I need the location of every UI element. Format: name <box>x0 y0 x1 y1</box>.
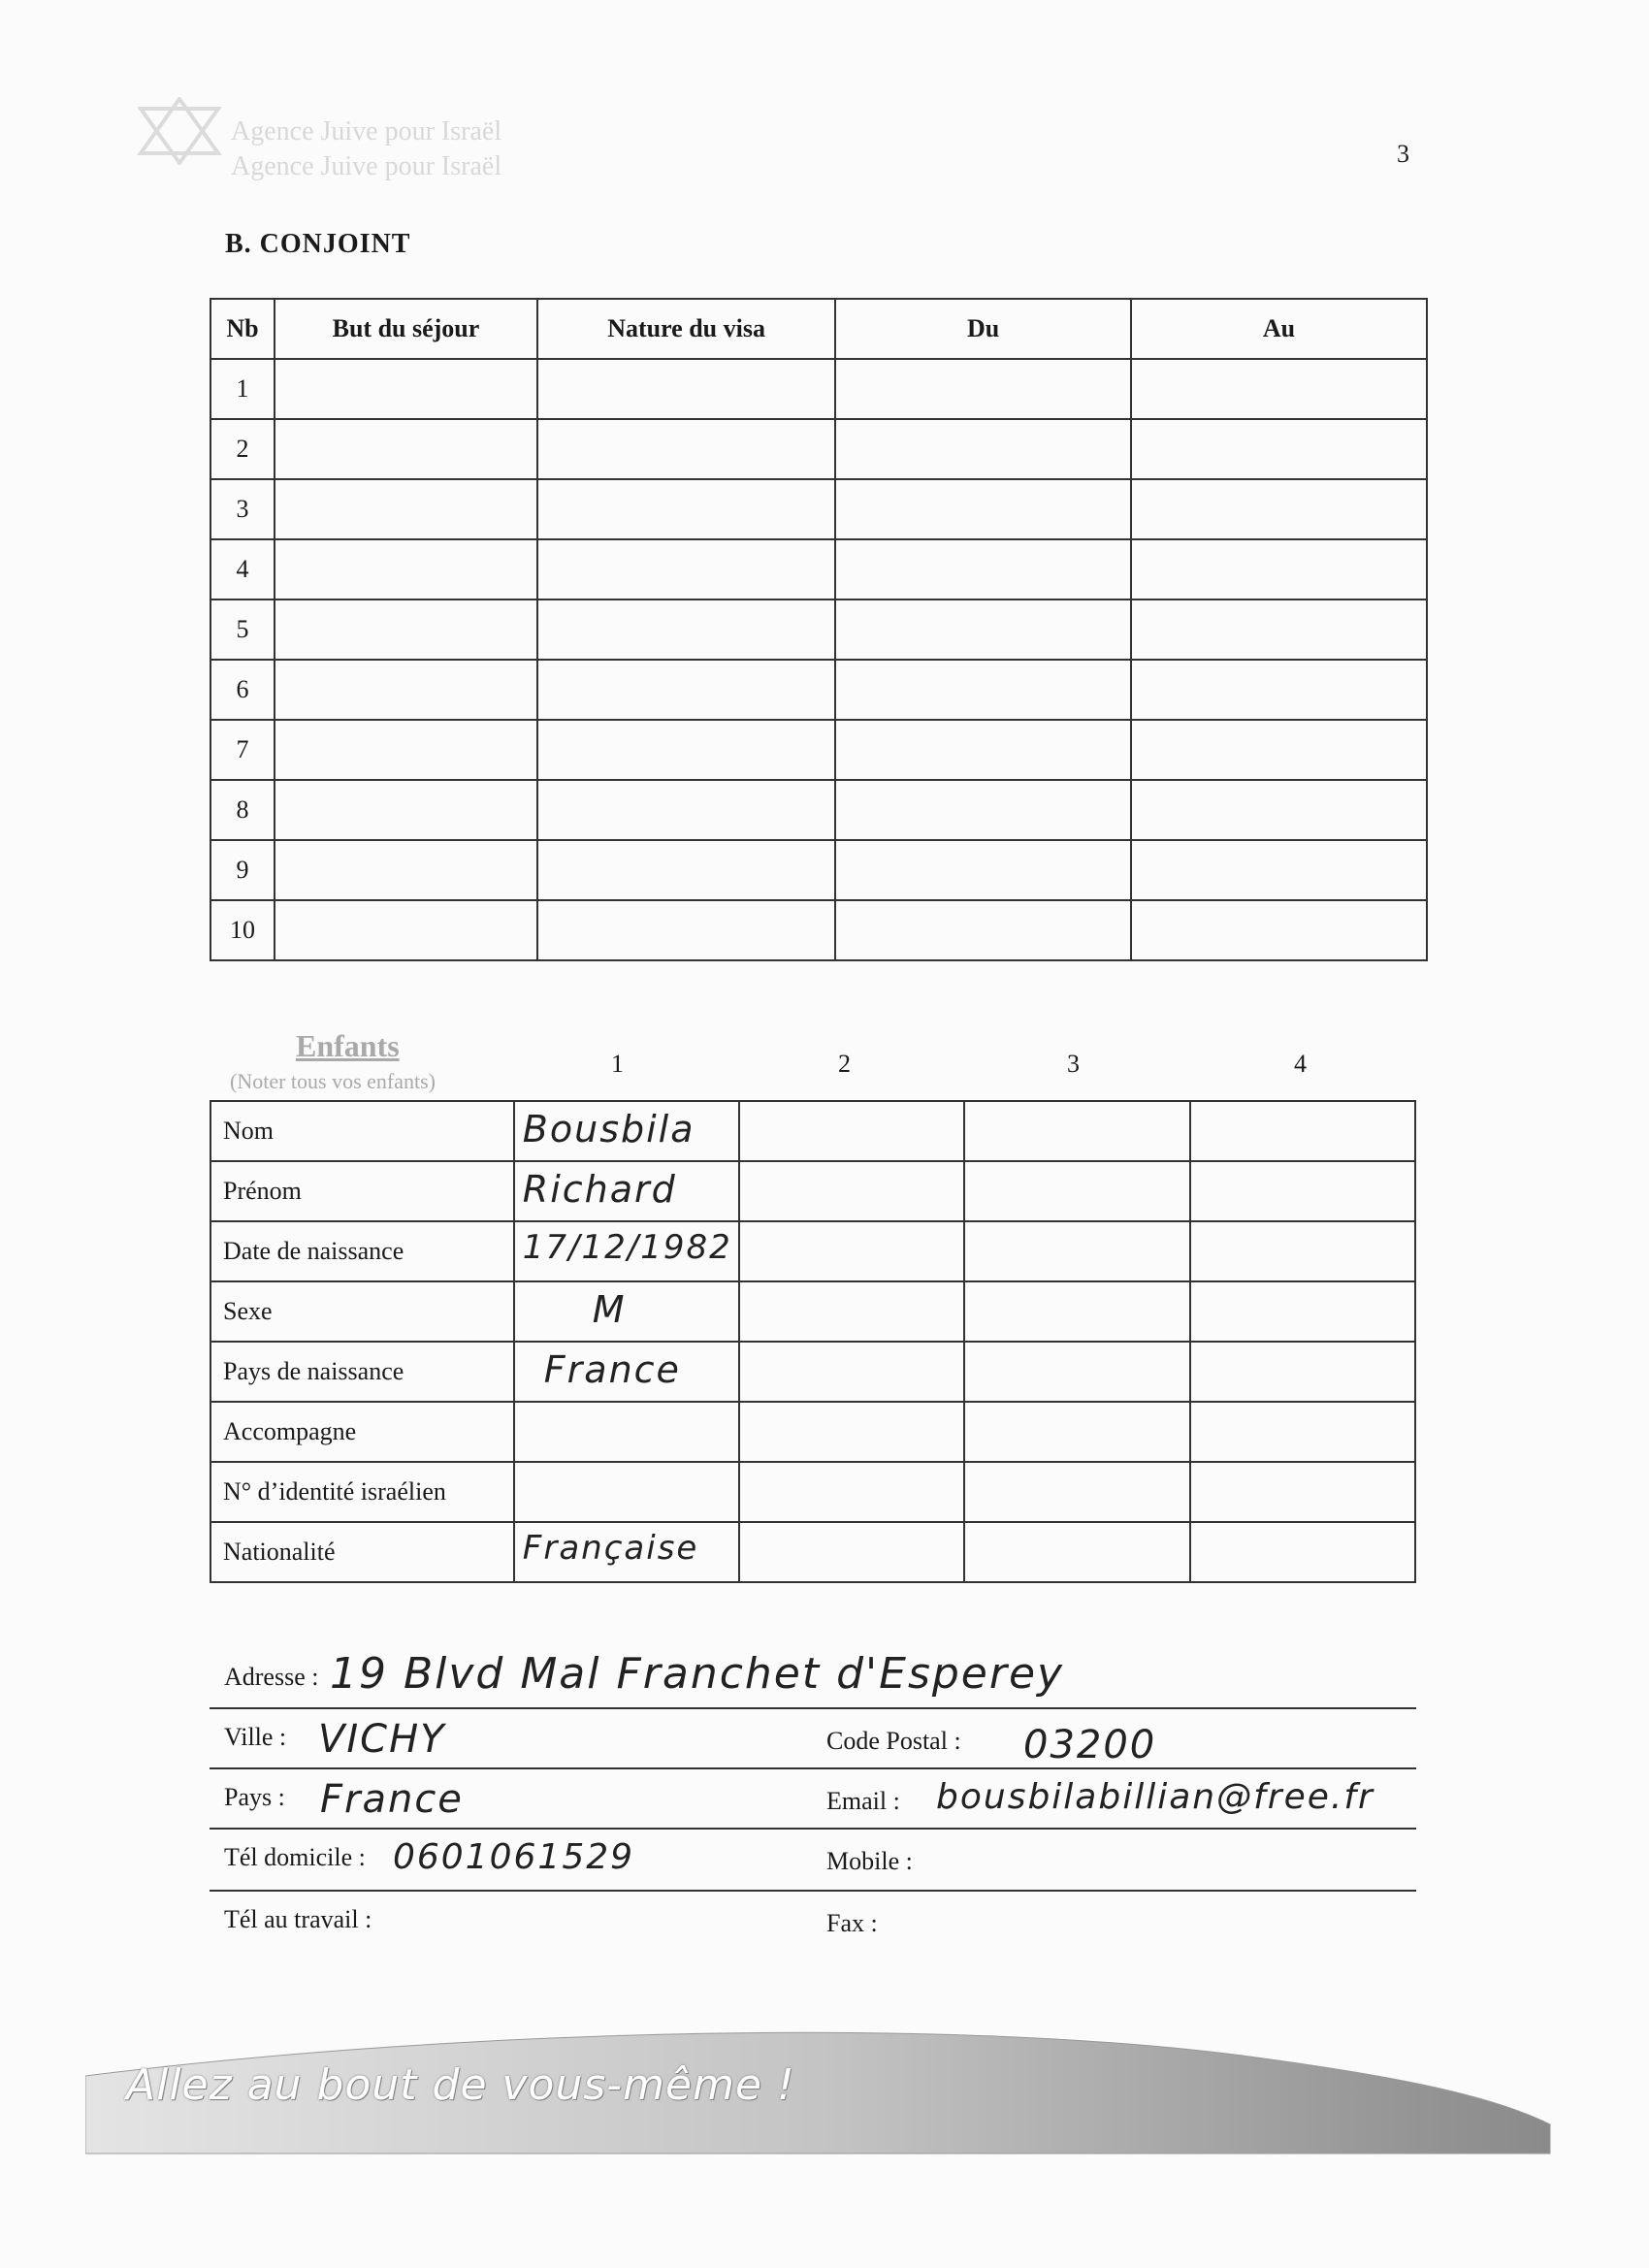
table-row <box>210 1342 1415 1402</box>
row-number: 5 <box>210 599 275 660</box>
but-cell[interactable] <box>275 900 537 960</box>
child1-identite-cell[interactable] <box>514 1462 739 1522</box>
row-label-identite-israelien: N° d’identité israélien <box>210 1462 514 1522</box>
du-cell[interactable] <box>835 359 1131 419</box>
child1-accompagne-cell[interactable] <box>514 1402 739 1462</box>
row-number: 9 <box>210 840 275 900</box>
au-cell[interactable] <box>1131 539 1427 599</box>
adresse-line <box>210 1707 1416 1709</box>
child4-cell[interactable] <box>1190 1161 1415 1221</box>
row-number: 7 <box>210 720 275 780</box>
du-cell[interactable] <box>835 419 1131 479</box>
but-cell[interactable] <box>275 479 537 539</box>
child4-cell[interactable] <box>1190 1281 1415 1342</box>
nature-cell[interactable] <box>537 780 835 840</box>
header-nature-du-visa: Nature du visa <box>537 299 835 359</box>
code-postal-label: Code Postal : <box>826 1727 961 1755</box>
row-label-nationalite: Nationalité <box>210 1522 514 1582</box>
child3-cell[interactable] <box>964 1522 1189 1582</box>
header-but-du-sejour: But du séjour <box>275 299 537 359</box>
child1-nationalite: Française <box>522 1529 699 1568</box>
table-row <box>210 840 1427 900</box>
table-row <box>210 1522 1415 1582</box>
child4-cell[interactable] <box>1190 1402 1415 1462</box>
child2-cell[interactable] <box>739 1161 964 1221</box>
table-row <box>210 539 1427 599</box>
au-cell[interactable] <box>1131 840 1427 900</box>
child4-cell[interactable] <box>1190 1221 1415 1281</box>
child3-cell[interactable] <box>964 1281 1189 1342</box>
child2-cell[interactable] <box>739 1522 964 1582</box>
but-cell[interactable] <box>275 359 537 419</box>
au-cell[interactable] <box>1131 900 1427 960</box>
section-title: B. CONJOINT <box>225 229 411 259</box>
row-label-nom: Nom <box>210 1101 514 1161</box>
nature-cell[interactable] <box>537 419 835 479</box>
au-cell[interactable] <box>1131 780 1427 840</box>
header-nb: Nb <box>210 299 275 359</box>
row-number: 6 <box>210 660 275 720</box>
table-row <box>210 479 1427 539</box>
table-row <box>210 900 1427 960</box>
table-row <box>210 1221 1415 1281</box>
but-cell[interactable] <box>275 539 537 599</box>
child-column-2: 2 <box>838 1050 851 1078</box>
visa-table-header <box>210 299 1427 359</box>
table-row <box>210 599 1427 660</box>
adresse-label: Adresse : <box>224 1663 319 1691</box>
child3-cell[interactable] <box>964 1161 1189 1221</box>
child2-cell[interactable] <box>739 1281 964 1342</box>
child2-cell[interactable] <box>739 1221 964 1281</box>
child1-nom: Bousbila <box>522 1108 695 1150</box>
au-cell[interactable] <box>1131 479 1427 539</box>
pays-value[interactable]: France <box>320 1777 464 1822</box>
child3-cell[interactable] <box>964 1402 1189 1462</box>
row-number: 1 <box>210 359 275 419</box>
children-subtitle: (Noter tous vos enfants) <box>230 1069 436 1093</box>
email-label: Email : <box>826 1787 900 1815</box>
row-label-accompagne: Accompagne <box>210 1402 514 1462</box>
header-au: Au <box>1131 299 1427 359</box>
nature-cell[interactable] <box>537 720 835 780</box>
star-of-david-icon <box>136 97 223 170</box>
child-column-4: 4 <box>1294 1050 1307 1078</box>
du-cell[interactable] <box>835 720 1131 780</box>
row-number: 2 <box>210 419 275 479</box>
child2-cell[interactable] <box>739 1342 964 1402</box>
child3-cell[interactable] <box>964 1221 1189 1281</box>
visa-table <box>210 298 1428 961</box>
nature-cell[interactable] <box>537 900 835 960</box>
fax-label: Fax : <box>826 1909 878 1937</box>
tel-travail-label: Tél au travail : <box>224 1905 372 1933</box>
du-cell[interactable] <box>835 539 1131 599</box>
table-row <box>210 359 1427 419</box>
table-row <box>210 1101 1415 1161</box>
child4-cell[interactable] <box>1190 1522 1415 1582</box>
child1-sexe: M <box>592 1288 627 1331</box>
nature-cell[interactable] <box>537 660 835 720</box>
child2-cell[interactable] <box>739 1462 964 1522</box>
child-column-1: 1 <box>611 1050 624 1078</box>
page-number: 3 <box>1397 140 1409 168</box>
row-number: 8 <box>210 780 275 840</box>
tel-domicile-value[interactable]: 0601061529 <box>393 1837 635 1877</box>
au-cell[interactable] <box>1131 419 1427 479</box>
child1-date-de-naissance: 17/12/1982 <box>522 1228 732 1267</box>
au-cell[interactable] <box>1131 359 1427 419</box>
child4-cell[interactable] <box>1190 1101 1415 1161</box>
but-cell[interactable] <box>275 419 537 479</box>
slogan-text: Allez au bout de vous-même ! <box>126 2060 795 2110</box>
child-column-3: 3 <box>1067 1050 1080 1078</box>
row-label-date-de-naissance: Date de naissance <box>210 1221 514 1281</box>
but-cell[interactable] <box>275 780 537 840</box>
row-label-pays-de-naissance: Pays de naissance <box>210 1342 514 1402</box>
row-number: 10 <box>210 900 275 960</box>
logo-text: Agence Juive pour Israël Agence Juive pour Israël <box>231 116 502 181</box>
mobile-label: Mobile : <box>826 1847 913 1875</box>
child3-cell[interactable] <box>964 1342 1189 1402</box>
child3-cell[interactable] <box>964 1462 1189 1522</box>
child3-cell[interactable] <box>964 1101 1189 1161</box>
but-cell[interactable] <box>275 660 537 720</box>
child4-cell[interactable] <box>1190 1342 1415 1402</box>
code-postal-value[interactable]: 03200 <box>1023 1723 1157 1767</box>
child1-pays-de-naissance: France <box>543 1348 681 1391</box>
du-cell[interactable] <box>835 900 1131 960</box>
child1-pays-cell[interactable] <box>514 1342 739 1402</box>
au-cell[interactable] <box>1131 599 1427 660</box>
children-title: Enfants <box>296 1028 400 1063</box>
but-cell[interactable] <box>275 720 537 780</box>
table-row <box>210 419 1427 479</box>
nature-cell[interactable] <box>537 479 835 539</box>
pays-label: Pays : <box>224 1783 285 1811</box>
header-du: Du <box>835 299 1131 359</box>
pays-line <box>210 1828 1416 1830</box>
table-row <box>210 660 1427 720</box>
but-cell[interactable] <box>275 840 537 900</box>
child1-prenom: Richard <box>522 1168 677 1211</box>
table-row <box>210 720 1427 780</box>
au-cell[interactable] <box>1131 720 1427 780</box>
nature-cell[interactable] <box>537 599 835 660</box>
row-number: 3 <box>210 479 275 539</box>
child2-cell[interactable] <box>739 1402 964 1462</box>
du-cell[interactable] <box>835 780 1131 840</box>
ville-line <box>210 1767 1416 1769</box>
ville-value[interactable]: VICHY <box>318 1717 446 1762</box>
tel-domicile-label: Tél domicile : <box>224 1843 366 1871</box>
children-table <box>210 1100 1416 1583</box>
adresse-value[interactable]: 19 Blvd Mal Franchet d'Esperey <box>330 1649 1065 1699</box>
child1-nom-cell[interactable] <box>514 1101 739 1161</box>
row-number: 4 <box>210 539 275 599</box>
nature-cell[interactable] <box>537 359 835 419</box>
du-cell[interactable] <box>835 479 1131 539</box>
du-cell[interactable] <box>835 660 1131 720</box>
du-cell[interactable] <box>835 840 1131 900</box>
email-value[interactable]: bousbilabillian@free.fr <box>936 1777 1374 1817</box>
row-label-sexe: Sexe <box>210 1281 514 1342</box>
ville-label: Ville : <box>224 1723 287 1751</box>
but-cell[interactable] <box>275 599 537 660</box>
nature-cell[interactable] <box>537 840 835 900</box>
child1-sexe-cell[interactable] <box>514 1281 739 1342</box>
child2-cell[interactable] <box>739 1101 964 1161</box>
tel-line <box>210 1890 1416 1892</box>
table-row <box>210 1161 1415 1221</box>
row-label-prenom: Prénom <box>210 1161 514 1221</box>
child4-cell[interactable] <box>1190 1462 1415 1522</box>
child1-nationalite-cell[interactable] <box>514 1522 739 1582</box>
table-row <box>210 1402 1415 1462</box>
du-cell[interactable] <box>835 599 1131 660</box>
table-row <box>210 1462 1415 1522</box>
nature-cell[interactable] <box>537 539 835 599</box>
table-row <box>210 1281 1415 1342</box>
au-cell[interactable] <box>1131 660 1427 720</box>
child1-prenom-cell[interactable] <box>514 1161 739 1221</box>
table-row <box>210 780 1427 840</box>
child1-date-cell[interactable] <box>514 1221 739 1281</box>
